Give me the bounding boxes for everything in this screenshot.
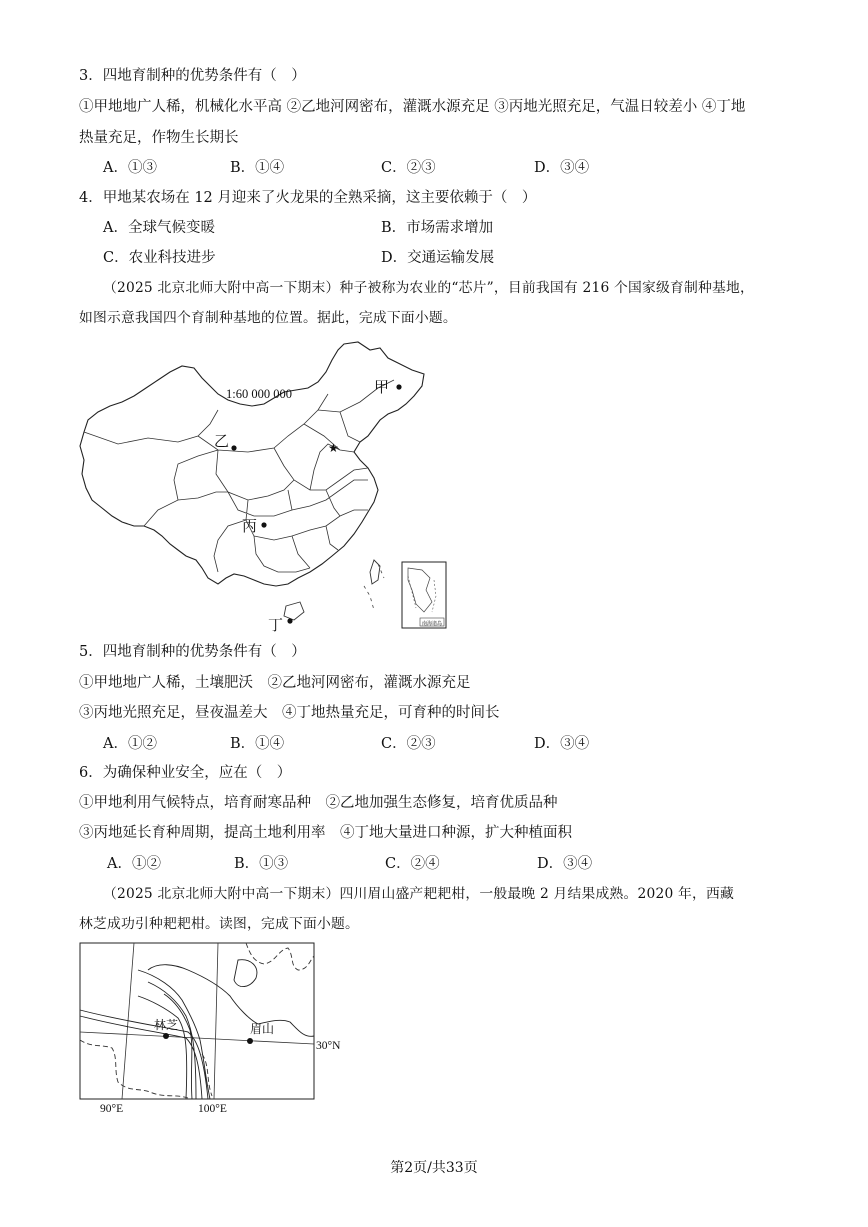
q3-statements-line2: 热量充足，作物生长期长 — [79, 130, 239, 146]
intro1-line1: （2025 北京北师大附中高一下期末）种子被称为农业的“芯片”，目前我国有 216 个国家级育制种基地， — [103, 280, 754, 296]
south-sea-inset-dashes — [408, 576, 436, 612]
label-30n: 30°N — [316, 1040, 341, 1052]
q5-statements-line2: ③丙地光照充足，昼夜温差大 ④丁地热量充足，可育种的时间长 — [79, 705, 500, 721]
label-jia: 甲 — [374, 380, 390, 396]
q5-statements-line1: ①甲地地广人稀，土壤肥沃 ②乙地河网密布，灌溉水源充足 — [79, 675, 471, 691]
contour-lines — [80, 970, 210, 1099]
sea-boundary-dashes — [364, 564, 384, 610]
point-meishan — [247, 1038, 253, 1044]
meridian-100 — [214, 943, 218, 1099]
province-lines — [84, 380, 394, 572]
q3-option-a: A．①③ — [103, 160, 157, 176]
q6-option-c: C．②④ — [385, 856, 440, 872]
china-outline — [80, 342, 424, 586]
intro2-line2: 林芝成功引种耙耙柑。读图，完成下面小题。 — [79, 916, 359, 932]
q4-option-c: C．农业科技进步 — [103, 250, 216, 266]
q5-option-b: B．①④ — [230, 736, 285, 752]
q3-stem: 3．四地育制种的优势条件有（ ） — [79, 68, 306, 84]
linzhi-meishan-map — [78, 940, 358, 1118]
parallel-30n — [80, 1032, 314, 1044]
label-100e: 100°E — [198, 1103, 227, 1115]
label-yi: 乙 — [214, 434, 230, 450]
intro1-line2: 如图示意我国四个育制种基地的位置。据此，完成下面小题。 — [79, 310, 457, 326]
q6-option-d: D．③④ — [537, 856, 593, 872]
q3-option-d: D．③④ — [534, 160, 590, 176]
label-ding: 丁 — [268, 618, 284, 632]
point-bing — [261, 522, 266, 527]
label-meishan: 眉山 — [250, 1022, 275, 1036]
q4-option-a: A．全球气候变暖 — [103, 220, 215, 236]
q4-option-b: B．市场需求增加 — [381, 220, 494, 236]
china-map — [78, 340, 450, 632]
point-linzhi — [163, 1033, 169, 1039]
q6-statements-line1: ①甲地利用气候特点，培育耐寒品种 ②乙地加强生态修复，培育优质品种 — [79, 795, 558, 811]
q6-option-b: B．①③ — [234, 856, 289, 872]
q5-option-c: C．②③ — [381, 736, 436, 752]
label-90e: 90°E — [100, 1103, 124, 1115]
map-scale: 1:60 000 000 — [226, 387, 292, 401]
taiwan-island — [370, 560, 380, 584]
intro2-line1: （2025 北京北师大附中高一下期末）四川眉山盛产耙耙柑，一般最晚 2 月结果成熟。2020 年，西藏 — [103, 886, 735, 902]
q6-option-a: A．①② — [107, 856, 161, 872]
beijing-star: ★ — [328, 441, 339, 455]
point-yi — [231, 445, 236, 450]
south-sea-inset-caption: 南海诸岛 — [422, 622, 443, 627]
point-jia — [396, 384, 401, 389]
label-bing: 丙 — [242, 519, 258, 535]
q5-option-a: A．①② — [103, 736, 157, 752]
q5-stem: 5．四地育制种的优势条件有（ ） — [79, 644, 306, 660]
south-sea-inset-coast — [408, 568, 432, 612]
point-ding — [287, 618, 292, 623]
q4-stem: 4．甲地某农场在 12 月迎来了火龙果的全熟采摘，这主要依赖于（ ） — [79, 190, 537, 206]
linzhi-meishan-map-figure — [78, 940, 358, 1118]
q6-statements-line2: ③丙地延长育种周期，提高土地利用率 ④丁地大量进口种源，扩大种植面积 — [79, 825, 572, 841]
label-linzhi: 林芝 — [154, 1018, 179, 1032]
q3-statements-line1: ①甲地地广人稀，机械化水平高 ②乙地河网密布，灌溉水源充足 ③丙地光照充足，气温日较差小 ④丁地 — [79, 99, 746, 115]
q6-stem: 6．为确保种业安全，应在（ ） — [79, 765, 292, 781]
china-map-figure — [78, 340, 450, 632]
hainan-island — [284, 602, 304, 620]
q4-option-d: D．交通运输发展 — [381, 250, 495, 266]
q3-option-b: B．①④ — [230, 160, 285, 176]
page-footer: 第2页/共33页 — [390, 1160, 478, 1176]
q5-option-d: D．③④ — [534, 736, 590, 752]
map2-frame — [80, 943, 314, 1099]
q3-option-c: C．②③ — [381, 160, 436, 176]
